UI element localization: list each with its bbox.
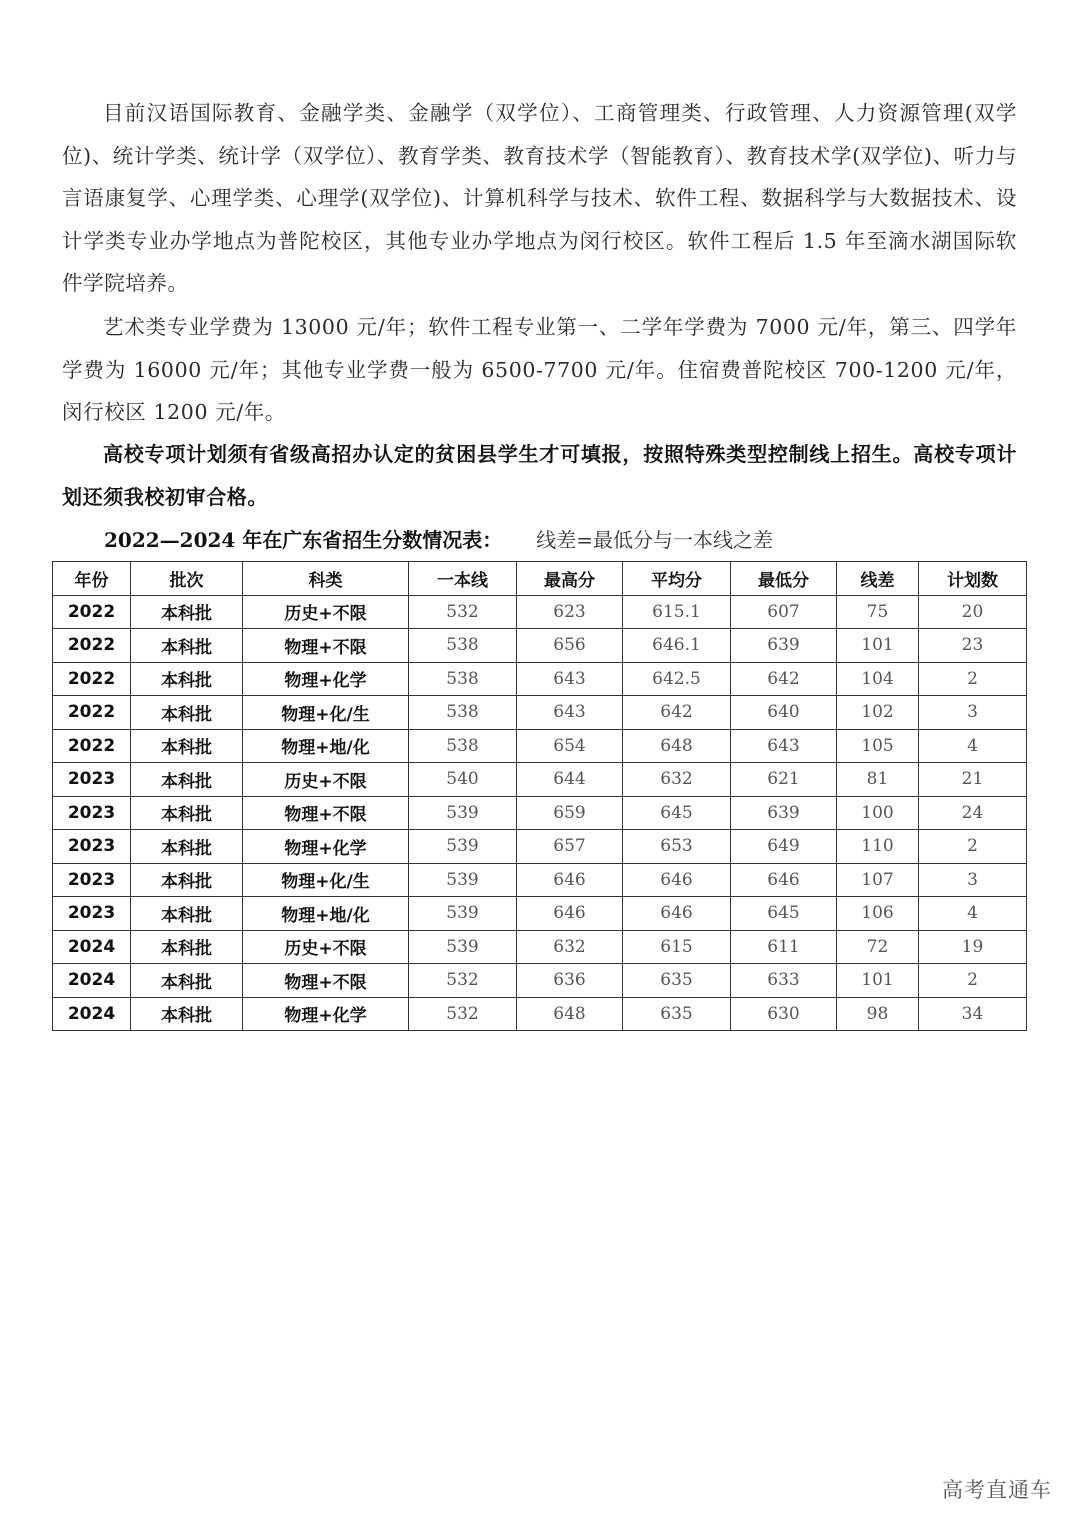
cell-year: 2024 xyxy=(53,997,131,1031)
cell-max-score: 659 xyxy=(517,796,623,830)
table-row xyxy=(53,796,1027,830)
cell-min-score: 643 xyxy=(731,729,837,763)
cell-year: 2022 xyxy=(53,595,131,629)
cell-plan-count: 4 xyxy=(919,897,1027,931)
cell-min-score: 607 xyxy=(731,595,837,629)
table-row xyxy=(53,729,1027,763)
cell-min-score: 646 xyxy=(731,863,837,897)
cell-tier1-line: 539 xyxy=(409,796,517,830)
table-title: 2022—2024 年在广东省招生分数情况表： xyxy=(104,528,503,552)
cell-max-score: 646 xyxy=(517,863,623,897)
cell-max-score: 646 xyxy=(517,897,623,931)
header-plan-count: 计划数 xyxy=(919,562,1027,596)
table-row xyxy=(53,930,1027,964)
cell-line-diff: 107 xyxy=(837,863,919,897)
cell-line-diff: 101 xyxy=(837,964,919,998)
cell-batch: 本科批 xyxy=(131,729,243,763)
cell-line-diff: 100 xyxy=(837,796,919,830)
header-year: 年份 xyxy=(53,562,131,596)
cell-avg-score: 635 xyxy=(623,997,731,1031)
cell-avg-score: 615 xyxy=(623,930,731,964)
cell-line-diff: 106 xyxy=(837,897,919,931)
cell-plan-count: 19 xyxy=(919,930,1027,964)
cell-year: 2022 xyxy=(53,729,131,763)
cell-line-diff: 98 xyxy=(837,997,919,1031)
cell-min-score: 611 xyxy=(731,930,837,964)
cell-subject-track: 物理+化/生 xyxy=(243,863,409,897)
cell-year: 2023 xyxy=(53,897,131,931)
cell-max-score: 636 xyxy=(517,964,623,998)
cell-subject-track: 物理+化学 xyxy=(243,662,409,696)
header-max-score: 最高分 xyxy=(517,562,623,596)
cell-batch: 本科批 xyxy=(131,930,243,964)
cell-subject-track: 物理+不限 xyxy=(243,964,409,998)
cell-plan-count: 23 xyxy=(919,629,1027,663)
tuition-paragraph: 艺术类专业学费为 13000 元/年；软件工程专业第一、二学年学费为 7000 元/年，第三、四学年学费为 16000 元/年；其他专业学费一般为 6500-7700 元/年。住宿费普陀校区 700-1200 元/年，闵行校区 1200 元/年。 xyxy=(62,315,1017,424)
cell-min-score: 649 xyxy=(731,830,837,864)
cell-subject-track: 物理+化/生 xyxy=(243,696,409,730)
header-tier1-line: 一本线 xyxy=(409,562,517,596)
cell-subject-track: 物理+不限 xyxy=(243,796,409,830)
cell-plan-count: 21 xyxy=(919,763,1027,797)
cell-line-diff: 72 xyxy=(837,930,919,964)
cell-line-diff: 101 xyxy=(837,629,919,663)
cell-tier1-line: 532 xyxy=(409,595,517,629)
cell-batch: 本科批 xyxy=(131,997,243,1031)
cell-plan-count: 3 xyxy=(919,863,1027,897)
cell-year: 2023 xyxy=(53,863,131,897)
cell-tier1-line: 539 xyxy=(409,930,517,964)
cell-avg-score: 653 xyxy=(623,830,731,864)
cell-batch: 本科批 xyxy=(131,662,243,696)
cell-avg-score: 648 xyxy=(623,729,731,763)
cell-batch: 本科批 xyxy=(131,763,243,797)
cell-plan-count: 3 xyxy=(919,696,1027,730)
cell-batch: 本科批 xyxy=(131,696,243,730)
cell-avg-score: 646.1 xyxy=(623,629,731,663)
cell-plan-count: 34 xyxy=(919,997,1027,1031)
cell-subject-track: 历史+不限 xyxy=(243,930,409,964)
cell-min-score: 639 xyxy=(731,796,837,830)
majors-location-paragraph: 目前汉语国际教育、金融学类、金融学（双学位）、工商管理类、行政管理、人力资源管理(双学位)、统计学类、统计学（双学位）、教育学类、教育技术学（智能教育）、教育技术学(双学位)、听力与言语康复学、心理学类、心理学(双学位)、计算机科学与技术、软件工程、数据科学与大数据技术、设计学类专业办学地点为普陀校区，其他专业办学地点为闵行校区。软件工程后 1.5 年至滴水湖国际软件学院培养。 xyxy=(62,101,1017,295)
cell-tier1-line: 538 xyxy=(409,696,517,730)
cell-avg-score: 642 xyxy=(623,696,731,730)
cell-max-score: 643 xyxy=(517,662,623,696)
cell-subject-track: 物理+不限 xyxy=(243,629,409,663)
cell-max-score: 656 xyxy=(517,629,623,663)
table-row xyxy=(53,696,1027,730)
table-row xyxy=(53,763,1027,797)
cell-tier1-line: 539 xyxy=(409,830,517,864)
cell-batch: 本科批 xyxy=(131,863,243,897)
table-caption xyxy=(104,522,773,558)
header-min-score: 最低分 xyxy=(731,562,837,596)
cell-subject-track: 物理+化学 xyxy=(243,997,409,1031)
cell-tier1-line: 539 xyxy=(409,897,517,931)
cell-tier1-line: 538 xyxy=(409,662,517,696)
cell-batch: 本科批 xyxy=(131,964,243,998)
cell-year: 2023 xyxy=(53,796,131,830)
header-subject-track: 科类 xyxy=(243,562,409,596)
cell-min-score: 640 xyxy=(731,696,837,730)
cell-tier1-line: 538 xyxy=(409,729,517,763)
cell-plan-count: 2 xyxy=(919,830,1027,864)
table-row xyxy=(53,897,1027,931)
header-avg-score: 平均分 xyxy=(623,562,731,596)
header-line-diff: 线差 xyxy=(837,562,919,596)
cell-line-diff: 105 xyxy=(837,729,919,763)
cell-plan-count: 4 xyxy=(919,729,1027,763)
cell-subject-track: 物理+地/化 xyxy=(243,729,409,763)
table-row xyxy=(53,662,1027,696)
cell-plan-count: 20 xyxy=(919,595,1027,629)
cell-batch: 本科批 xyxy=(131,595,243,629)
cell-avg-score: 632 xyxy=(623,763,731,797)
cell-line-diff: 81 xyxy=(837,763,919,797)
cell-max-score: 623 xyxy=(517,595,623,629)
cell-max-score: 654 xyxy=(517,729,623,763)
watermark: 高考直通车 xyxy=(942,1478,1052,1502)
cell-min-score: 621 xyxy=(731,763,837,797)
special-plan-paragraph: 高校专项计划须有省级高招办认定的贫困县学生才可填报，按照特殊类型控制线上招生。高校专项计划还须我校初审合格。 xyxy=(62,442,1017,509)
cell-batch: 本科批 xyxy=(131,796,243,830)
cell-avg-score: 615.1 xyxy=(623,595,731,629)
cell-year: 2022 xyxy=(53,629,131,663)
cell-year: 2023 xyxy=(53,763,131,797)
cell-year: 2024 xyxy=(53,930,131,964)
table-row xyxy=(53,830,1027,864)
cell-min-score: 645 xyxy=(731,897,837,931)
cell-avg-score: 646 xyxy=(623,897,731,931)
cell-line-diff: 110 xyxy=(837,830,919,864)
cell-tier1-line: 532 xyxy=(409,997,517,1031)
cell-year: 2022 xyxy=(53,696,131,730)
cell-plan-count: 2 xyxy=(919,964,1027,998)
admission-scores-table xyxy=(52,561,1027,1031)
cell-tier1-line: 538 xyxy=(409,629,517,663)
cell-avg-score: 642.5 xyxy=(623,662,731,696)
cell-line-diff: 102 xyxy=(837,696,919,730)
cell-min-score: 630 xyxy=(731,997,837,1031)
cell-line-diff: 75 xyxy=(837,595,919,629)
table-row xyxy=(53,997,1027,1031)
table-row xyxy=(53,595,1027,629)
cell-max-score: 643 xyxy=(517,696,623,730)
cell-avg-score: 635 xyxy=(623,964,731,998)
cell-avg-score: 646 xyxy=(623,863,731,897)
cell-subject-track: 历史+不限 xyxy=(243,595,409,629)
cell-year: 2022 xyxy=(53,662,131,696)
cell-subject-track: 物理+地/化 xyxy=(243,897,409,931)
cell-batch: 本科批 xyxy=(131,629,243,663)
cell-plan-count: 24 xyxy=(919,796,1027,830)
header-batch: 批次 xyxy=(131,562,243,596)
cell-min-score: 633 xyxy=(731,964,837,998)
cell-line-diff: 104 xyxy=(837,662,919,696)
cell-min-score: 639 xyxy=(731,629,837,663)
cell-subject-track: 物理+化学 xyxy=(243,830,409,864)
cell-plan-count: 2 xyxy=(919,662,1027,696)
table-row xyxy=(53,863,1027,897)
cell-tier1-line: 539 xyxy=(409,863,517,897)
cell-min-score: 642 xyxy=(731,662,837,696)
cell-batch: 本科批 xyxy=(131,830,243,864)
cell-max-score: 632 xyxy=(517,930,623,964)
cell-year: 2024 xyxy=(53,964,131,998)
cell-year: 2023 xyxy=(53,830,131,864)
cell-tier1-line: 540 xyxy=(409,763,517,797)
table-header-row xyxy=(53,562,1027,596)
table-note: 线差=最低分与一本线之差 xyxy=(536,528,774,552)
cell-batch: 本科批 xyxy=(131,897,243,931)
cell-max-score: 657 xyxy=(517,830,623,864)
cell-max-score: 644 xyxy=(517,763,623,797)
cell-max-score: 648 xyxy=(517,997,623,1031)
cell-avg-score: 645 xyxy=(623,796,731,830)
cell-subject-track: 历史+不限 xyxy=(243,763,409,797)
table-row xyxy=(53,964,1027,998)
cell-tier1-line: 532 xyxy=(409,964,517,998)
table-row xyxy=(53,629,1027,663)
